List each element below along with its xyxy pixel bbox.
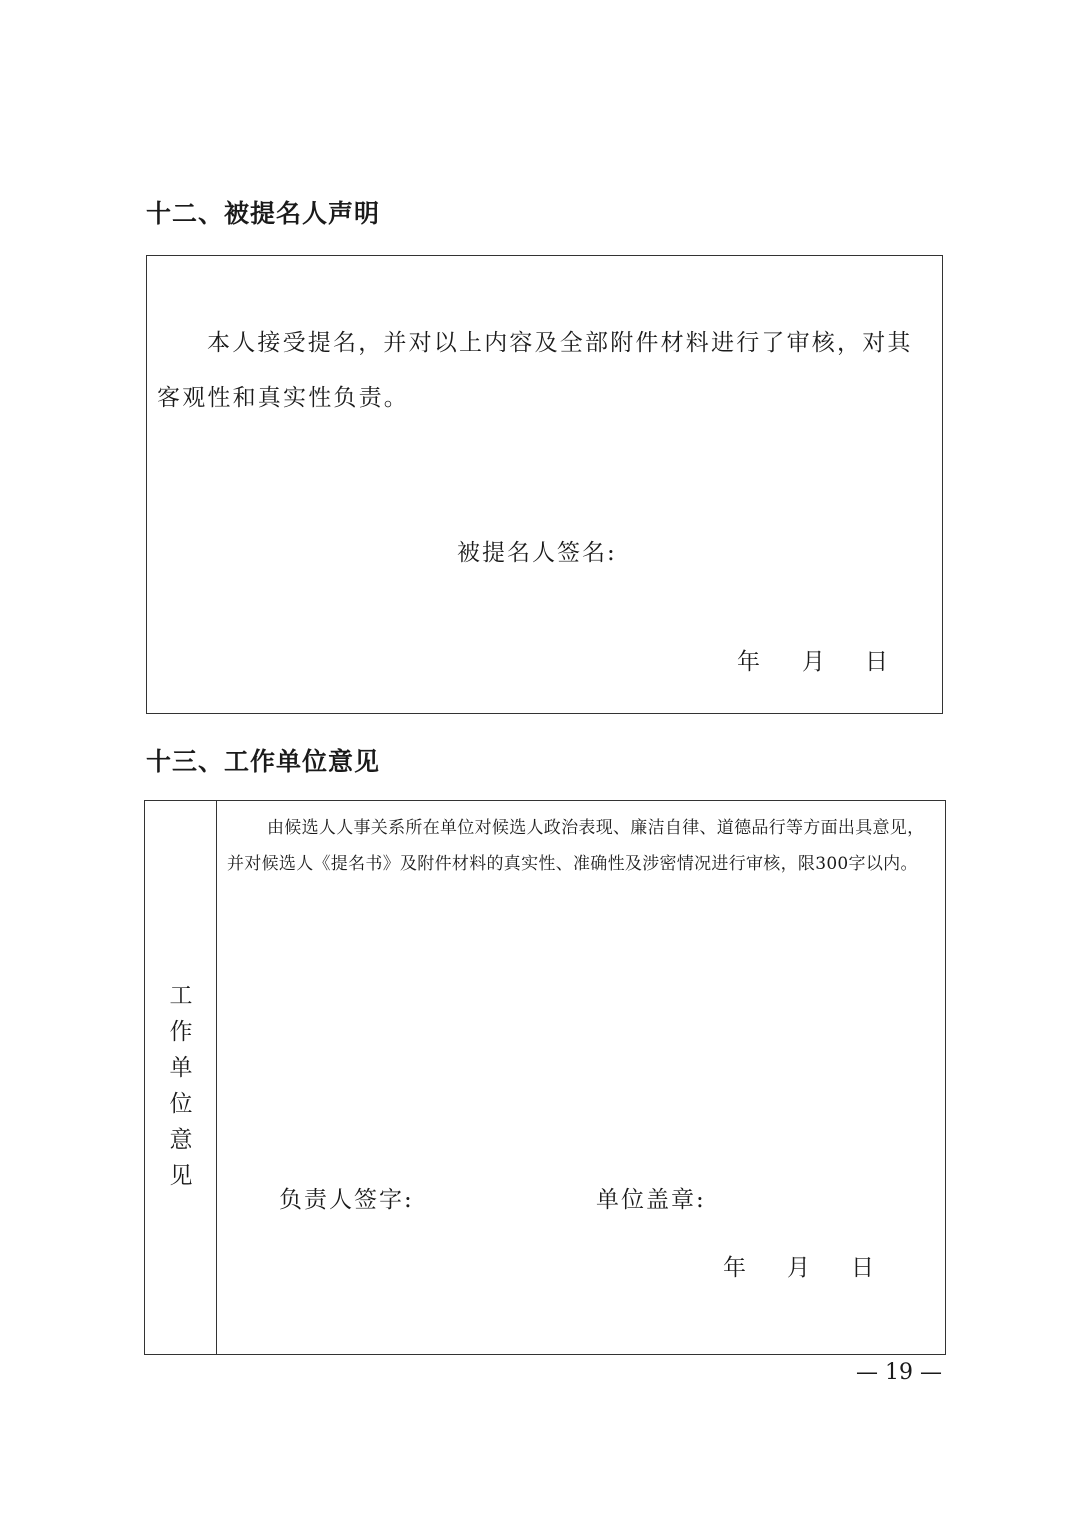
declaration-statement: 本人接受提名，并对以上内容及全部附件材料进行了审核，对其客观性和真实性负责。 [157,330,913,411]
section-13-heading: 十三、工作单位意见 [146,747,381,776]
nominee-declaration-box [146,255,943,714]
date-year-label: 年 [737,649,760,675]
date-month-label: 月 [802,649,825,675]
side-label-char: 作 [169,1019,193,1045]
side-label-char: 单 [169,1055,193,1081]
side-label-char: 见 [169,1163,193,1189]
side-label-char: 位 [169,1091,193,1117]
section-12-heading: 十二、被提名人声明 [146,199,381,228]
date-month-label: 月 [787,1255,810,1281]
date-day-label: 日 [865,649,888,675]
unit-seal-label: 单位盖章: [596,1187,706,1213]
date-day-label: 日 [851,1255,874,1281]
leader-signature-label: 负责人签字: [279,1187,414,1213]
nominee-signature-label: 被提名人签名: [457,540,617,566]
date-year-label: 年 [723,1255,746,1281]
side-label-char: 意 [169,1127,193,1153]
opinion-instructions: 由候选人人事关系所在单位对候选人政治表现、廉洁自律、道德品行等方面出具意见，并对候选人《提名书》及附件材料的真实性、准确性及涉密情况进行审核，限300字以内。 [227,818,925,874]
employer-opinion-box [144,800,946,1355]
page-number: — 19 — [856,1360,942,1385]
side-label-char: 工 [169,983,193,1009]
employer-opinion-side-label [145,801,217,1354]
